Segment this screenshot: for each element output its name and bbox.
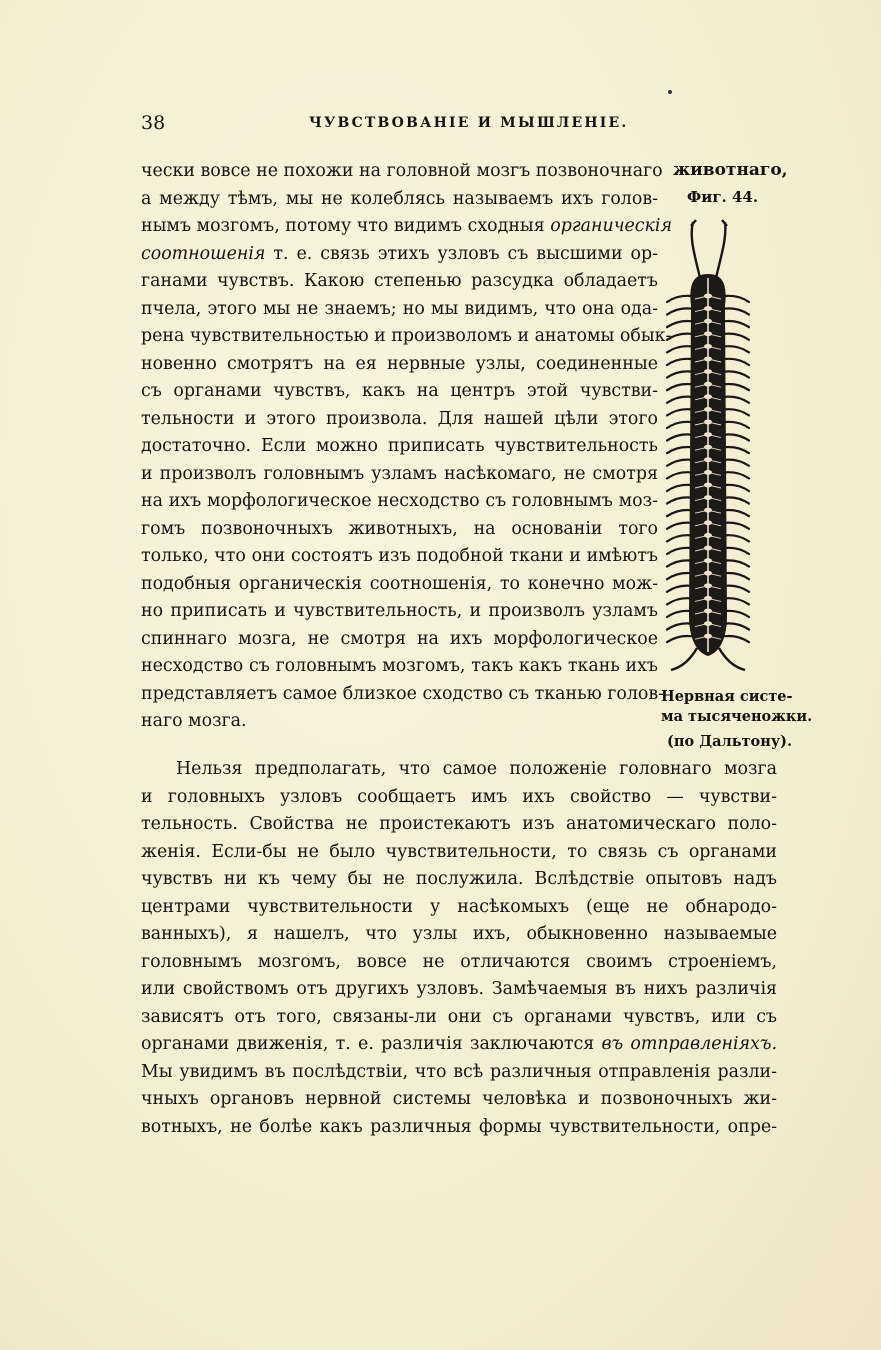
leg bbox=[667, 460, 691, 466]
text-line bbox=[141, 868, 777, 890]
text-line bbox=[176, 758, 777, 780]
italic-text: въ отправленіяхъ. bbox=[601, 1034, 777, 1054]
text-line bbox=[141, 160, 663, 182]
text-line bbox=[141, 978, 777, 1000]
millipede-nervous-system-icon bbox=[665, 216, 751, 686]
page-header bbox=[141, 112, 777, 138]
leg bbox=[725, 334, 749, 340]
text-line bbox=[141, 435, 658, 457]
text-segment: и головныхъ узловъ сообщаетъ имъ ихъ свойство — чувстви- bbox=[141, 786, 777, 807]
leg bbox=[725, 523, 749, 529]
text-line bbox=[141, 353, 658, 375]
text-segment: головнымъ мозгомъ, вовсе не отличаются своимъ строеніемъ, bbox=[141, 951, 777, 972]
leg bbox=[667, 636, 691, 642]
leg bbox=[667, 321, 691, 327]
leg bbox=[725, 434, 749, 440]
text-segment: или свойствомъ отъ другихъ узловъ. Замѣчаемыя въ нихъ различія bbox=[141, 979, 777, 999]
ganglion bbox=[704, 621, 712, 626]
leg bbox=[667, 397, 691, 403]
leg bbox=[667, 371, 691, 377]
text-line bbox=[141, 600, 658, 622]
leg bbox=[725, 308, 749, 314]
text-segment: съ органами чувствъ, какъ на центръ этой чувстви- bbox=[141, 381, 658, 401]
leg bbox=[667, 485, 691, 491]
leg bbox=[667, 611, 691, 617]
leg bbox=[667, 560, 691, 566]
text-line bbox=[141, 1116, 777, 1138]
text-segment: вотныхъ, не болѣе какъ различныя формы чувствительности, опре- bbox=[141, 1116, 777, 1137]
ganglion bbox=[704, 331, 712, 336]
leg bbox=[725, 460, 749, 466]
text-line bbox=[141, 1033, 777, 1055]
leg bbox=[725, 598, 749, 604]
leg bbox=[725, 485, 749, 491]
text-segment: спиннаго мозга, не смотря на ихъ морфологическое bbox=[141, 628, 658, 649]
text-line bbox=[141, 243, 658, 265]
figure-caption-line-2: ма тысяченожки. bbox=[661, 708, 813, 725]
text-line bbox=[141, 923, 777, 945]
text-line bbox=[141, 813, 777, 835]
leg bbox=[725, 296, 749, 302]
leg bbox=[725, 573, 749, 579]
text-line bbox=[141, 1088, 777, 1110]
figure-caption-line-3: (по Дальтону). bbox=[667, 733, 793, 750]
leg bbox=[725, 346, 749, 352]
text-segment: чныхъ органовъ нервной системы человѣка и позвоночныхъ жи- bbox=[141, 1089, 777, 1109]
text-segment: представляетъ самое близкое сходство съ тканью голов- bbox=[141, 683, 665, 704]
leg bbox=[667, 346, 691, 352]
text-segment: но приписать и чувствительность, и произволъ узламъ bbox=[141, 601, 658, 621]
text-segment: женія. Если-бы не было чувствительности, то связь съ органами bbox=[141, 841, 777, 862]
italic-text: соотношенія bbox=[141, 243, 266, 264]
leg bbox=[667, 523, 691, 529]
text-segment: гомъ позвоночныхъ животныхъ, на основаніи того bbox=[141, 518, 658, 539]
leg bbox=[725, 548, 749, 554]
text-segment: и произволъ головнымъ узламъ насѣкомаго, не смотря bbox=[141, 463, 658, 484]
leg bbox=[667, 623, 691, 629]
ink-speck bbox=[668, 90, 672, 94]
text-segment: тельность. Свойства не проистекаютъ изъ анатомическаго поло- bbox=[141, 814, 777, 834]
text-segment: Мы увидимъ въ послѣдствіи, что всѣ различныя отправленія разли- bbox=[141, 1061, 777, 1082]
text-line bbox=[141, 518, 658, 540]
leg bbox=[667, 434, 691, 440]
leg bbox=[667, 334, 691, 340]
leg bbox=[725, 510, 749, 516]
text-segment: достаточно. Если можно приписать чувствительность bbox=[141, 436, 658, 456]
leg bbox=[667, 497, 691, 503]
leg bbox=[725, 321, 749, 327]
text-segment: наго мозга. bbox=[141, 711, 247, 731]
text-line bbox=[141, 270, 658, 292]
leg bbox=[667, 510, 691, 516]
text-line bbox=[141, 1006, 777, 1028]
text-segment: центрами чувствительности у насѣкомыхъ (еще не обнародо- bbox=[141, 896, 777, 917]
text-segment: пчела, этого мы не знаемъ; но мы видимъ, что она ода- bbox=[141, 298, 658, 319]
leg bbox=[667, 308, 691, 314]
leg bbox=[725, 497, 749, 503]
leg bbox=[725, 636, 749, 642]
leg bbox=[725, 447, 749, 453]
leg bbox=[725, 422, 749, 428]
figure-caption-line-1: Нервная систе- bbox=[661, 688, 793, 705]
leg bbox=[725, 611, 749, 617]
leg bbox=[667, 535, 691, 541]
text-line bbox=[141, 188, 658, 210]
leg bbox=[725, 397, 749, 403]
text-segment: чески вовсе не похожи на головной мозгъ позвоночнаго bbox=[141, 161, 663, 181]
text-line bbox=[141, 490, 658, 512]
text-segment: чувствъ ни къ чему бы не послужила. Вслѣдствіе опытовъ надъ bbox=[141, 869, 777, 889]
text-line bbox=[141, 298, 658, 320]
leg bbox=[725, 623, 749, 629]
leg bbox=[725, 586, 749, 592]
leg bbox=[667, 573, 691, 579]
text-segment: Нельзя предполагать, что самое положеніе головнаго мозга bbox=[176, 759, 777, 779]
text-line bbox=[141, 573, 658, 595]
leg bbox=[725, 535, 749, 541]
text-line bbox=[141, 951, 777, 973]
leg bbox=[667, 598, 691, 604]
text-segment: на ихъ морфологическое несходство съ головнымъ моз- bbox=[141, 491, 658, 511]
leg bbox=[667, 296, 691, 302]
text-segment: новенно смотрятъ на ея нервные узлы, соединенные bbox=[141, 353, 658, 374]
text-segment: ганами чувствъ. Какою степенью разсудка обладаетъ bbox=[141, 271, 658, 291]
overflow-word: животнаго, bbox=[673, 160, 788, 180]
text-line bbox=[141, 408, 658, 430]
text-segment: рена чувствительностью и произволомъ и анатомы обык- bbox=[141, 326, 672, 346]
text-segment: а между тѣмъ, мы не колеблясь называемъ ихъ голов- bbox=[141, 188, 658, 209]
text-line bbox=[141, 380, 658, 402]
leg bbox=[725, 384, 749, 390]
text-segment: тельности и этого произвола. Для нашей цѣли этого bbox=[141, 408, 658, 429]
leg bbox=[725, 409, 749, 415]
text-segment: подобныя органическія соотношенія, то конечно мож- bbox=[141, 573, 658, 594]
text-segment: органами движенія, т. е. различія заключаются bbox=[141, 1034, 602, 1054]
leg bbox=[667, 586, 691, 592]
text-line bbox=[141, 325, 672, 347]
leg bbox=[725, 472, 749, 478]
leg bbox=[725, 359, 749, 365]
italic-text: органическія bbox=[550, 216, 673, 236]
text-line bbox=[141, 655, 658, 677]
text-segment: несходство съ головнымъ мозгомъ, такъ какъ ткань ихъ bbox=[141, 656, 658, 676]
leg bbox=[667, 548, 691, 554]
running-title: ЧУВСТВОВАНІЕ И МЫШЛЕНІЕ. bbox=[309, 115, 629, 131]
figure-label: Фиг. 44. bbox=[687, 188, 759, 206]
leg bbox=[667, 422, 691, 428]
leg bbox=[667, 384, 691, 390]
text-line bbox=[141, 463, 658, 485]
text-line bbox=[141, 545, 658, 567]
text-segment: т. е. связь этихъ узловъ съ высшими ор- bbox=[265, 243, 658, 264]
leg bbox=[667, 447, 691, 453]
text-line bbox=[141, 683, 665, 705]
text-line bbox=[141, 215, 673, 237]
text-line bbox=[141, 628, 658, 650]
leg bbox=[667, 359, 691, 365]
leg bbox=[725, 371, 749, 377]
page-number: 38 bbox=[141, 112, 166, 134]
text-line bbox=[141, 841, 777, 863]
text-segment: только, что они состоятъ изъ подобной ткани и имѣютъ bbox=[141, 546, 658, 566]
text-line bbox=[141, 896, 777, 918]
leg bbox=[667, 472, 691, 478]
text-line bbox=[141, 1061, 777, 1083]
ganglion bbox=[704, 558, 712, 563]
text-line bbox=[141, 786, 777, 808]
text-segment: нымъ мозгомъ, потому что видимъ сходныя bbox=[141, 216, 551, 236]
text-segment: ванныхъ), я нашелъ, что узлы ихъ, обыкновенно называемые bbox=[141, 924, 777, 944]
text-segment: зависятъ отъ того, связаны-ли они съ органами чувствъ, или съ bbox=[141, 1006, 777, 1027]
leg bbox=[725, 560, 749, 566]
text-line bbox=[141, 710, 658, 732]
leg bbox=[667, 409, 691, 415]
